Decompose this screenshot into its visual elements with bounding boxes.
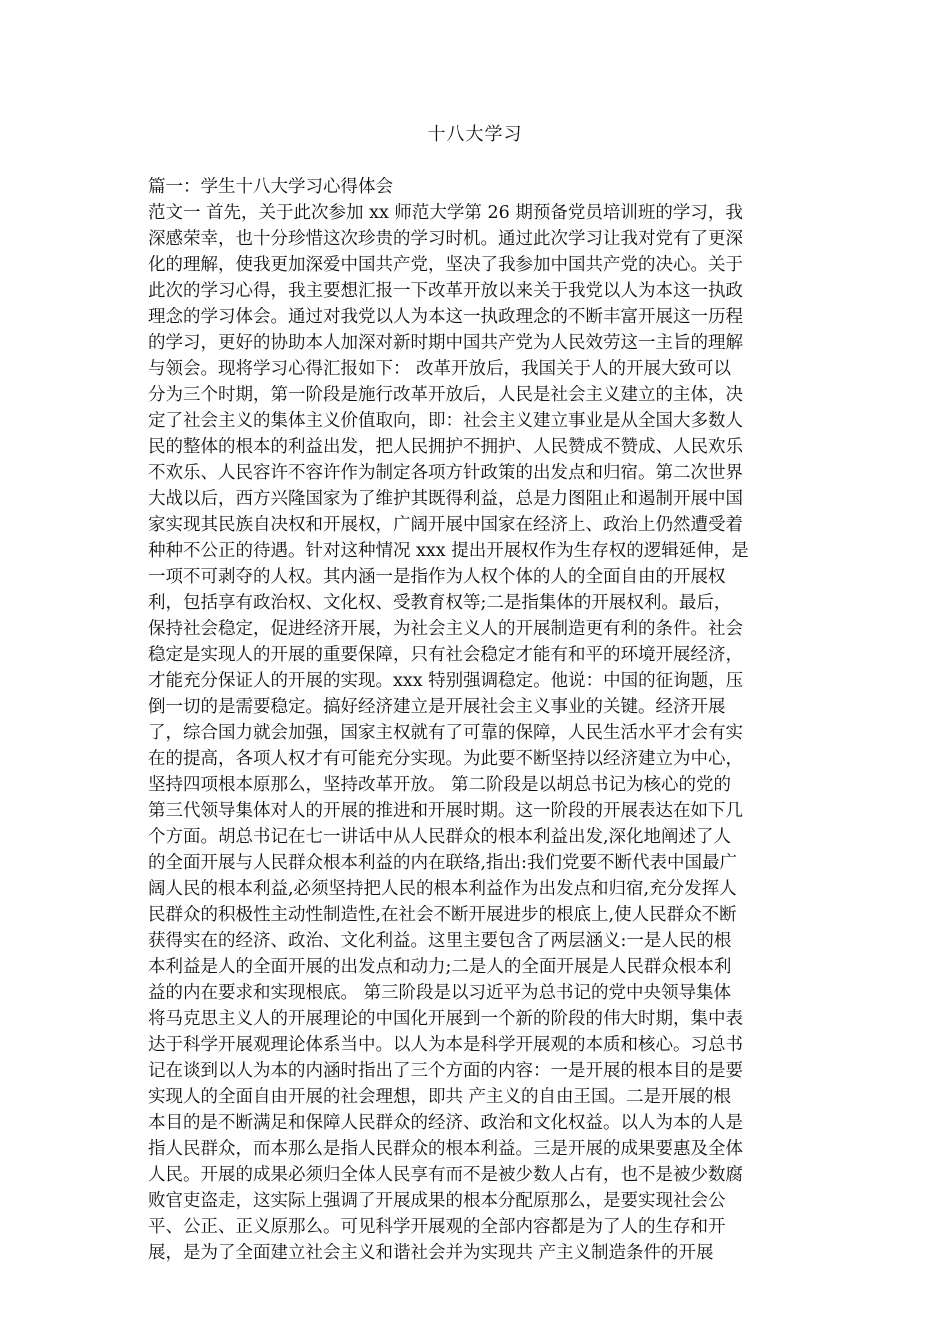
body-line: 本利益是人的全面开展的出发点和动力;二是人的全面开展是人民群众根本利 (148, 957, 732, 977)
body-line: 稳定是实现人的开展的重要保障，只有社会稳定才能有和平的环境开展经济， (148, 645, 743, 665)
body-line: 展，是为了全面建立社会主义和谐社会并为实现共 产主义制造条件的开展 (148, 1243, 714, 1263)
body-line: 本目的是不断满足和保障人民群众的经济、政治和文化权益。以人为本的人是 (148, 1113, 743, 1133)
body-line: 败官吏盗走，这实际上强调了开展成果的根本分配原那么，是要实现社会公 (148, 1191, 726, 1211)
body-line: 保持社会稳定，促进经济开展，为社会主义人的开展制造更有利的条件。社会 (148, 619, 743, 639)
body-line: 与领会。现将学习心得汇报如下： 改革开放后，我国关于人的开展大致可以 (148, 359, 732, 379)
body-line: 在的提高，各项人权才有可能充分实现。为此要不断坚持以经济建立为中心， (148, 749, 743, 769)
body-line: 的学习，更好的协助本人加深对新时期中国共产党为人民效劳这一主旨的理解 (148, 333, 743, 353)
body-line: 种种不公正的待遇。针对这种情况 xxx 提出开展权作为生存权的逻辑延伸，是 (148, 541, 749, 561)
body-line: 记在谈到以人为本的内涵时指出了三个方面的内容：一是开展的根本目的是要 (148, 1061, 743, 1081)
body-line: 化的理解，使我更加深爱中国共产党，坚决了我参加中国共产党的决心。关于 (148, 255, 743, 275)
body-text (148, 200, 808, 1266)
body-line: 将马克思主义人的开展理论的中国化开展到一个新的阶段的伟大时期，集中表 (148, 1009, 743, 1029)
body-line: 不欢乐、人民容许不容许作为制定各项方针政策的出发点和归宿。第二次世界 (148, 463, 743, 483)
body-line: 指人民群众，而本那么是指人民群众的根本利益。三是开展的成果要惠及全体 (148, 1139, 743, 1159)
body-line: 民群众的积极性主动性制造性,在社会不断开展进步的根底上,使人民群众不断 (148, 905, 737, 925)
body-line: 民的整体的根本的利益出发，把人民拥护不拥护、人民赞成不赞成、人民欢乐 (148, 437, 743, 457)
body-line: 才能充分保证人的开展的实现。xxx 特别强调稳定。他说：中国的征询题，压 (148, 671, 744, 691)
body-line: 此次的学习心得，我主要想汇报一下改革开放以来关于我党以人为本这一执政 (148, 281, 743, 301)
body-line: 理念的学习体会。通过对我党以人为本这一执政理念的不断丰富开展这一历程 (148, 307, 743, 327)
body-line: 达于科学开展观理论体系当中。以人为本是科学开展观的本质和核心。习总书 (148, 1035, 743, 1055)
body-line: 利，包括享有政治权、文化权、受教育权等;二是指集体的开展权利。最后， (148, 593, 732, 613)
body-line: 人民。开展的成果必须归全体人民享有而不是被少数人占有，也不是被少数腐 (148, 1165, 743, 1185)
body-line: 倒一切的是需要稳定。搞好经济建立是开展社会主义事业的关键。经济开展 (148, 697, 726, 717)
body-line: 益的内在要求和实现根底。 第三阶段是以习近平为总书记的党中央领导集体 (148, 983, 732, 1003)
body-line: 的全面开展与人民群众根本利益的内在联络,指出:我们党要不断代表中国最广 (148, 853, 737, 873)
body-line: 平、公正、正义原那么。可见科学开展观的全部内容都是为了人的生存和开 (148, 1217, 726, 1237)
body-line: 了，综合国力就会加强，国家主权就有了可靠的保障，人民生活水平才会有实 (148, 723, 743, 743)
body-line: 范文一 首先，关于此次参加 xx 师范大学第 26 期预备党员培训班的学习，我 (148, 203, 743, 223)
document-title: 十八大学习 (427, 124, 523, 145)
body-line: 大战以后，西方兴隆国家为了维护其既得利益，总是力图阻止和遏制开展中国 (148, 489, 743, 509)
body-line: 定了社会主义的集体主义价值取向，即：社会主义建立事业是从全国大多数人 (148, 411, 743, 431)
body-line: 一项不可剥夺的人权。其内涵一是指作为人权个体的人的全面自由的开展权 (148, 567, 726, 587)
body-line: 坚持四项根本原那么，坚持改革开放。 第二阶段是以胡总书记为核心的党的 (148, 775, 732, 795)
body-line: 第三代领导集体对人的开展的推进和开展时期。这一阶段的开展表达在如下几 (148, 801, 743, 821)
body-line: 分为三个时期，第一阶段是施行改革开放后，人民是社会主义建立的主体，决 (148, 385, 743, 405)
body-line: 个方面。胡总书记在七一讲话中从人民群众的根本利益出发,深化地阐述了人 (148, 827, 732, 847)
body-line: 家实现其民族自决权和开展权，广阔开展中国家在经济上、政治上仍然遭受着 (148, 515, 743, 535)
body-line: 阔人民的根本利益,必须坚持把人民的根本利益作为出发点和归宿,充分发挥人 (148, 879, 737, 899)
section-heading: 篇一：学生十八大学习心得体会 (148, 177, 393, 197)
body-line: 实现人的全面自由开展的社会理想，即共 产主义的自由王国。二是开展的根 (148, 1087, 732, 1107)
body-line: 深感荣幸，也十分珍惜这次珍贵的学习时机。通过此次学习让我对党有了更深 (148, 229, 743, 249)
body-line: 获得实在的经济、政治、文化利益。这里主要包含了两层涵义:一是人民的根 (148, 931, 732, 951)
